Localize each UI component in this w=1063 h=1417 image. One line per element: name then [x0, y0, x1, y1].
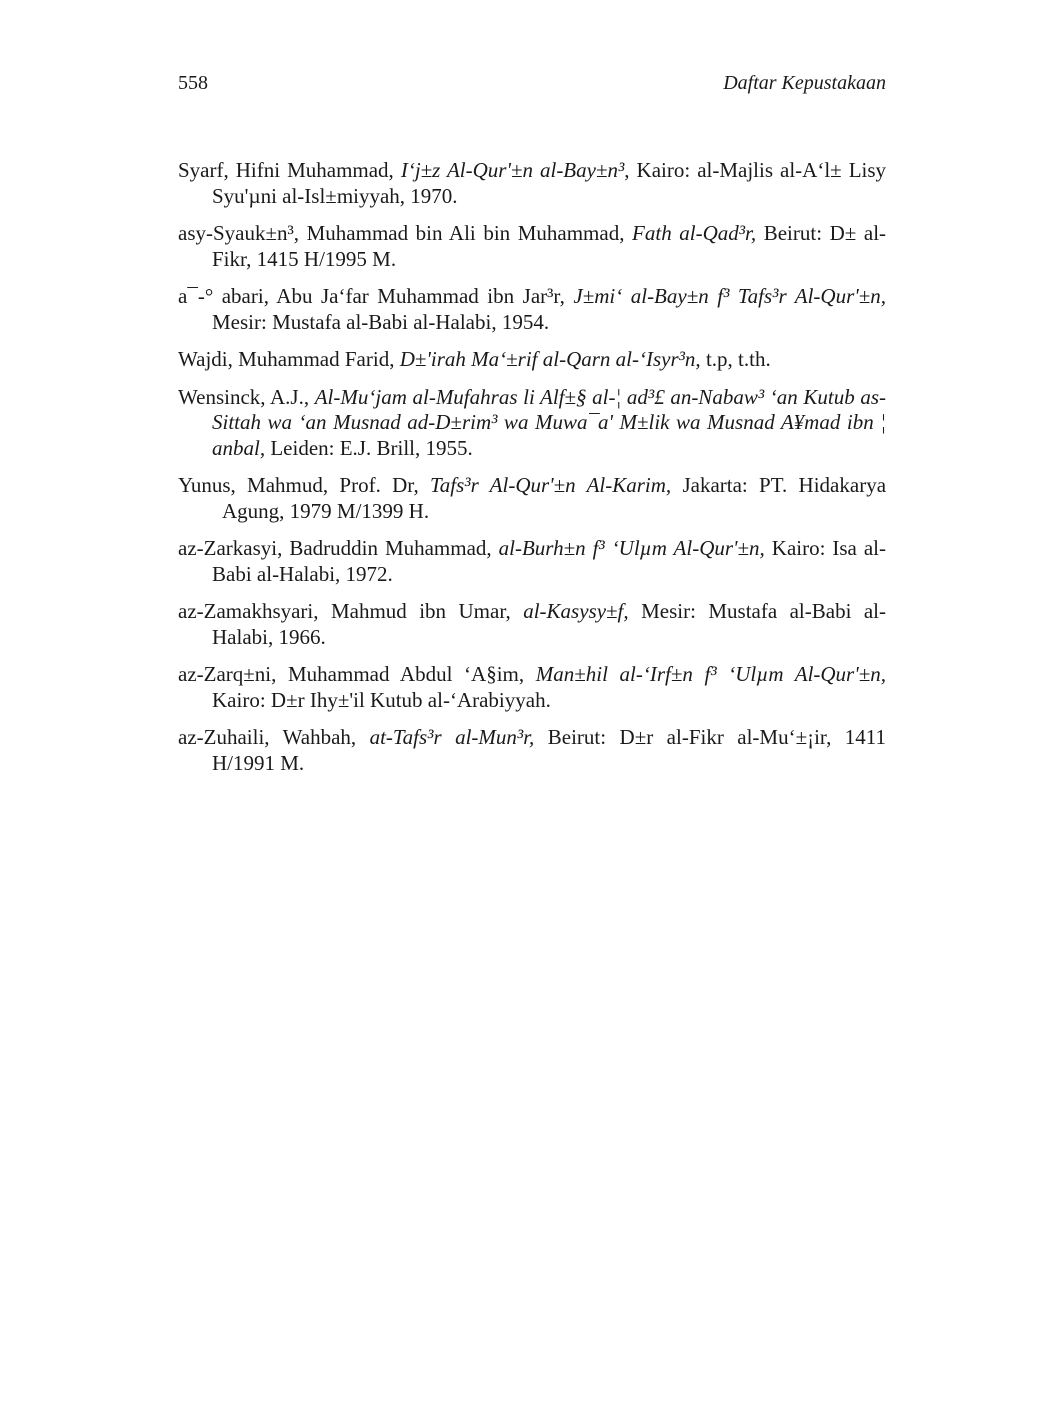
entry-author: asy-Syauk±n³, Muhammad bin Ali bin Muhammad,: [178, 221, 625, 245]
entry-author: az-Zarq±ni, Muhammad Abdul ‘A§im,: [178, 662, 525, 686]
entry-author: az-Zamakhsyari, Mahmud ibn Umar,: [178, 599, 511, 623]
bibliography-entry: [178, 662, 886, 713]
entry-author: az-Zuhaili, Wahbah,: [178, 725, 357, 749]
entry-title: Al-Mu‘jam al-Mufahras li Alf±§ al-¦ ad³£ an-Nabaw³ ‘an Kutub as-Sittah wa ‘an Musnad ad-D±rim³ wa Muwa¯a' M±lik wa Musnad A¥mad ibn ¦ anbal,: [212, 384, 886, 460]
entry-publication: Mesir: Mustafa al-Babi al-Halabi, 1966.: [212, 599, 887, 649]
bibliography-list: [178, 158, 886, 788]
entry-publication: Jakarta: PT. Hidakarya Agung, 1979 M/1399 H.: [222, 473, 887, 523]
bibliography-entry: [178, 473, 886, 524]
running-header-title: Daftar Kepustakaan: [723, 72, 886, 94]
bibliography-entry: [178, 599, 886, 650]
bibliography-entry: [178, 536, 886, 587]
bibliography-entry: [178, 385, 886, 462]
entry-title: Man±hil al-‘Irf±n f³ ‘Ulµm Al-Qur'±n,: [535, 662, 886, 686]
entry-author: az-Zarkasyi, Badruddin Muhammad,: [178, 536, 492, 560]
entry-title: J±mi‘ al-Bay±n f³ Tafs³r Al-Qur'±n,: [573, 284, 887, 308]
entry-title: al-Kasysy±f,: [523, 599, 629, 623]
bibliography-entry: [178, 284, 886, 335]
entry-title: D±'irah Ma‘±rif al-Qarn al-‘Isyr³n,: [399, 347, 701, 371]
entry-author: Wensinck, A.J.,: [178, 384, 310, 409]
entry-title: Fath al-Qad³r,: [632, 221, 757, 245]
entry-author: Yunus, Mahmud, Prof. Dr,: [178, 473, 419, 497]
entry-publication: Kairo: Isa al-Babi al-Halabi, 1972.: [212, 536, 886, 586]
entry-title: al-Burh±n f³ ‘Ulµm Al-Qur'±n,: [498, 536, 765, 560]
entry-publication: Mesir: Mustafa al-Babi al-Halabi, 1954.: [212, 309, 550, 334]
entry-publication: Beirut: D± al-Fikr, 1415 H/1995 M.: [212, 221, 887, 271]
entry-title: at-Tafs³r al-Mun³r,: [369, 725, 535, 749]
bibliography-entry: [178, 725, 886, 776]
entry-title: I‘j±z Al-Qur'±n al-Bay±n³: [400, 158, 625, 182]
entry-title: Tafs³r Al-Qur'±n Al-Karim,: [430, 473, 672, 497]
entry-author: Wajdi, Muhammad Farid,: [178, 347, 395, 371]
entry-publication: Kairo: D±r Ihy±'il Kutub al-‘Arabiyyah.: [212, 687, 551, 712]
bibliography-entry: [178, 158, 886, 209]
entry-publication: t.p, t.th.: [705, 347, 771, 371]
entry-publication: Beirut: D±r al-Fikr al-Mu‘±¡ir, 1411 H/1991 M.: [212, 725, 887, 775]
entry-author: Syarf, Hifni Muhammad,: [178, 158, 394, 182]
bibliography-entry: [178, 347, 886, 373]
entry-publication: Leiden: E.J. Brill, 1955.: [270, 435, 473, 460]
bibliography-entry: [178, 221, 886, 272]
entry-publication: , Kairo: al-Majlis al-A‘l± Lisy Syu'µni al-Isl±miyyah, 1970.: [212, 158, 887, 208]
entry-author: a¯-° abari, Abu Ja‘far Muhammad ibn Jar³r,: [178, 284, 565, 308]
page-number: 558: [178, 72, 208, 94]
running-header: [178, 72, 886, 100]
